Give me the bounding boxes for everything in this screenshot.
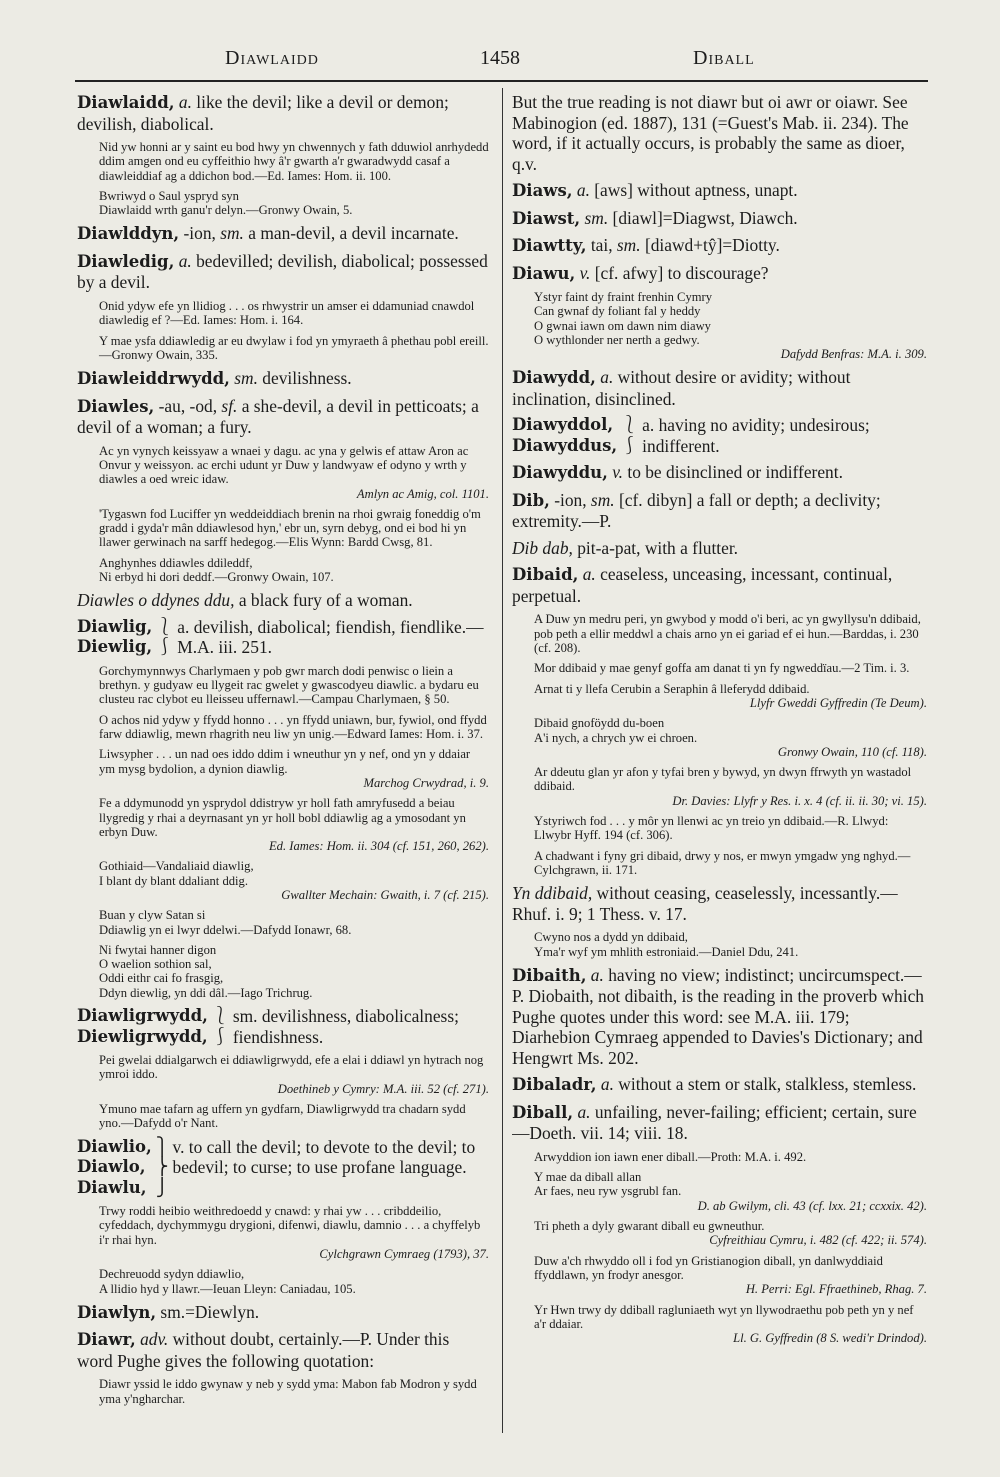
definition: ceaseless, unceasing, incessant, continual, perpetual. bbox=[512, 564, 893, 606]
header-right-guideword: Diball bbox=[693, 47, 755, 69]
headword: Diawyddu, bbox=[512, 463, 608, 483]
verse-line: O gwnai iawn om dawn nim diawy bbox=[534, 318, 711, 333]
quotation-text: Trwy roddi heibio weithredoedd y cnawd: y rhai yw . . . cribddeilio, cyfeddach, dychymmygu drygioni, difenwi, diawlu, damnio . . . a chyffelyb i'r rhai hyn. bbox=[99, 1204, 481, 1247]
quotation bbox=[77, 796, 489, 853]
quotation-source: H. Perri: Egl. Ffraethineb, Rhag. 7. bbox=[745, 1282, 927, 1297]
entry-diawtty bbox=[512, 235, 927, 257]
headword: Dib, bbox=[512, 490, 550, 510]
definition: without doubt, certainly.—P. Under this word Pughe gives the following quotation: bbox=[77, 1329, 450, 1371]
verse-line: Ni fwytai hanner digon bbox=[99, 942, 217, 957]
definition: having no view; indistinct; uncircumspect.—P. Diobaith, not dibaith, is the reading in the proverb which Pughe quotes under this word: see M.A. iii. 179; Diarhebion Cymraeg appended to Davies's Dictionary; and Hengwrt Ms. 202. bbox=[512, 964, 924, 1068]
quotation-source: Ll. G. Gyffredin (8 S. wedi'r Drindod). bbox=[733, 1331, 927, 1346]
headword-group bbox=[512, 415, 617, 456]
verse-line: Can gwnaf dy foliant fal y heddy bbox=[534, 304, 701, 319]
definition: a. having no avidity; undesirous; indifferent. bbox=[642, 415, 870, 456]
quotation-source: Gwallter Mechain: Gwaith, i. 7 (cf. 215). bbox=[281, 888, 489, 902]
headword: Diball, bbox=[512, 1102, 574, 1122]
definition: like the devil; like a devil or demon; devilish, diabolical. bbox=[77, 92, 449, 134]
headword: Diewligrwydd, bbox=[77, 1026, 208, 1046]
entry-diawyddu bbox=[512, 462, 927, 484]
part-of-speech: a. bbox=[600, 367, 614, 388]
definition: sm. devilishness, diabolicalness; fiendishness. bbox=[232, 1006, 459, 1047]
headword: Diawleiddrwydd, bbox=[77, 369, 230, 389]
entry-diawleiddrwydd bbox=[77, 368, 489, 390]
plural-forms: -ion, bbox=[549, 489, 591, 510]
quotation-text: A chadwant i fyny gri dibaid, drwy y nos, er mwyn ymgadw yng nghyd.—Cylchgrawn, ii. 171. bbox=[534, 848, 911, 877]
headword: Diawtty, bbox=[512, 236, 587, 255]
quotation-text: Arnat ti y llefa Cerubin a Seraphin â lleferydd ddibaid. bbox=[534, 681, 810, 696]
verse-line: Ddyn diewlig, yn ddi dâl.—Iago Trichrug. bbox=[99, 985, 313, 1000]
part-of-speech: a. bbox=[600, 1074, 614, 1095]
definition: [diawd+tŷ]=Diotty. bbox=[640, 235, 780, 255]
brace-glyph: ⎱ ⎰ bbox=[156, 616, 174, 657]
phrase-headword: Diawles o ddynes ddu, bbox=[77, 590, 235, 611]
headword: Dibaladr, bbox=[512, 1075, 597, 1095]
part-of-speech: a. bbox=[576, 180, 590, 200]
entry-diball bbox=[512, 1102, 927, 1144]
entry-diaws bbox=[512, 180, 927, 202]
page-number: 1458 bbox=[480, 47, 520, 69]
headword: Diawydd, bbox=[512, 368, 596, 388]
part-of-speech: sf. bbox=[221, 395, 238, 416]
definition: a she-devil, a devil in petticoats; a devil of a woman; a fury. bbox=[77, 395, 479, 438]
phrase-diawles-o-ddynes-ddu bbox=[77, 590, 489, 611]
part-of-speech: adv. bbox=[140, 1329, 169, 1350]
quotation-text: Liwsypher . . . un nad oes iddo ddim i wneuthur yn y nef, ond yn y ddaiar ym mysg bydolion, a dynion diawlig. bbox=[99, 747, 471, 776]
phrase-yn-ddibaid bbox=[512, 883, 927, 924]
verse-line: O wythlonder ner nerth a gedwy. bbox=[534, 332, 700, 347]
definition: [aws] without aptness, unapt. bbox=[589, 180, 798, 200]
quotation-text: Arwyddion ion iawn ener diball.—Proth: M.A. i. 492. bbox=[534, 1149, 807, 1164]
headword: Dibaid, bbox=[512, 565, 579, 585]
quotation-text: Ar ddeutu glan yr afon y tyfai bren y bywyd, yn dwyn ffrwyth yn wastadol ddibaid. bbox=[534, 765, 912, 794]
quotation bbox=[512, 814, 927, 843]
quotation bbox=[512, 612, 927, 655]
quotation bbox=[512, 1254, 927, 1297]
quotation-text: Ymuno mae tafarn ag uffern yn gydfarn, Diawligrwydd tra chadarn sydd yno.—Dafydd o'r Nant. bbox=[99, 1101, 466, 1131]
quotation-text: Mor ddibaid y mae genyf goffa am danat ti yn fy ngweddïau.—2 Tim. i. 3. bbox=[534, 661, 910, 676]
entry-diawlig bbox=[77, 617, 489, 658]
quotation bbox=[77, 908, 489, 937]
headword: Dibaith, bbox=[512, 965, 587, 985]
quotation-text: A Duw yn medru peri, yn gwybod y modd o'i beri, ac yn gwyllysu'n ddibaid, pob peth a ellir meddwl a chais arno yn ei gariad ef ei hun.—Barddas, i. 230 (cf. 208). bbox=[534, 612, 921, 656]
definition: v. to call the devil; to devote to the devil; to bedevil; to curse; to use profane language. bbox=[172, 1136, 476, 1178]
verse-line: Ni erbyd hi dori deddf.—Gronwy Owain, 107. bbox=[99, 570, 334, 585]
quotation-text: Diawr yssid le iddo gwynaw y neb y sydd yma: Mabon fab Modron y sydd yma y'ngharchar. bbox=[99, 1377, 477, 1406]
headword: Diawlyn, bbox=[77, 1302, 157, 1322]
entry-diawligrwydd bbox=[77, 1006, 489, 1047]
verse-line: I blant dy blant ddaliant ddig. bbox=[99, 873, 248, 888]
quotation bbox=[77, 1267, 489, 1296]
verse-line: Cwyno nos a dydd yn ddibaid, bbox=[534, 930, 688, 945]
verse-line: Tri pheth a dyly gwarant diball eu gwneuthur. bbox=[534, 1219, 765, 1234]
entry-dibaladr bbox=[512, 1074, 927, 1096]
part-of-speech: v. bbox=[579, 262, 591, 283]
quotation-source: Dr. Davies: Llyfr y Res. i. x. 4 (cf. ii. ii. 30; vi. 15). bbox=[672, 793, 927, 808]
left-column bbox=[77, 92, 489, 1432]
definition: [diawl]=Diagwst, Diawch. bbox=[608, 207, 798, 228]
quotation-text: Ac yn vynych keissyaw a wnaei y dagu. ac yna y gelwis ef attaw Aron ac Onvur y weissyon. ac erchi udunt yr Duw y landwyaw ef odyno y wrth y diawles a oed wreic idaw. bbox=[99, 443, 469, 487]
entry-diawlyn bbox=[77, 1302, 489, 1324]
definition: sm.=Diewlyn. bbox=[156, 1301, 260, 1322]
quotation-source: Gronwy Owain, 110 (cf. 118). bbox=[777, 744, 927, 759]
definition: devilishness. bbox=[257, 368, 352, 389]
phrase-dib-dab bbox=[512, 538, 927, 559]
quotation-text: Fe a ddymunodd yn ysprydol ddistryw yr holl fath amryfusedd a beiau llygredig y rhai a deyrnasant yn yr holl bobl ddiawlig ag a ymosodant yn erbyn Duw. bbox=[99, 796, 466, 839]
quotation bbox=[512, 290, 927, 361]
quotation bbox=[77, 747, 489, 790]
entry-diawst bbox=[512, 208, 927, 230]
part-of-speech: sm. bbox=[590, 489, 615, 510]
headword: Diawu, bbox=[512, 263, 576, 283]
brace-glyph: ⎱ ⎰ bbox=[211, 1006, 229, 1046]
quotation bbox=[77, 1053, 489, 1096]
quotation bbox=[512, 765, 927, 808]
verse-line: Ystyr faint dy fraint frenhin Cymry bbox=[534, 290, 713, 304]
headword: Diawlu, bbox=[77, 1177, 147, 1197]
continuation-text bbox=[512, 92, 927, 174]
headword: Diawlig, bbox=[77, 616, 153, 636]
quotation-source: Dafydd Benfras: M.A. i. 309. bbox=[780, 347, 927, 362]
quotation-text: Gorchymynnwys Charlymaen y pob gwr march dodi penwisc o liein a brethyn. y gudyaw eu llygeit rac gwelet y gwascodyeu diawlic. a bydaru eu clusteu rac clybot eu lleisseu uffernawl.—Campau Charlymaen, § 50. bbox=[99, 663, 479, 707]
quotation bbox=[77, 664, 489, 707]
verse-line: O waelion sothion sal, bbox=[99, 957, 212, 972]
quotation bbox=[512, 1150, 927, 1164]
quotation-text: O achos nid ydyw y ffydd honno . . . yn ffydd uniawn, bur, fywiol, ond ffydd farw ddiawlig, mewn rhagrith neu liw yn unig.—Edward Iames: Hom. i. 37. bbox=[99, 712, 487, 742]
verse-line: Bwriwyd o Saul yspryd syn bbox=[99, 188, 239, 203]
definition: to be disinclined or indifferent. bbox=[623, 462, 843, 483]
quotation-text: Ystyriwch fod . . . y môr yn llenwi ac yn treio yn ddibaid.—R. Llwyd: Llwybr Hyff. 194 (cf. 306). bbox=[534, 814, 889, 843]
entry-diawyddol bbox=[512, 415, 927, 456]
verse-line: Diawlaidd wrth ganu'r delyn.—Gronwy Owain, 5. bbox=[99, 203, 353, 218]
part-of-speech: sm. bbox=[584, 207, 609, 228]
part-of-speech: a. bbox=[178, 250, 192, 271]
quotation bbox=[77, 334, 489, 363]
definition: a man-devil, a devil incarnate. bbox=[243, 223, 459, 244]
quotation bbox=[512, 930, 927, 959]
verse-line: Buan y clyw Satan si bbox=[99, 908, 206, 923]
part-of-speech: a. bbox=[178, 92, 192, 112]
verse-line: Anghynhes ddiawles ddileddf, bbox=[99, 555, 253, 570]
brace-glyph: ⎫ ⎬ ⎭ bbox=[155, 1136, 169, 1197]
entry-dibaid bbox=[512, 564, 927, 606]
part-of-speech: a. bbox=[577, 1101, 591, 1122]
right-column bbox=[512, 92, 927, 1432]
verse-line: Ddiawlig yn ei lwyr ddelwi.—Dafydd Ionawr, 68. bbox=[99, 922, 352, 937]
phrase-headword: Yn ddibaid, bbox=[512, 883, 593, 904]
definition: without a stem or stalk, stalkless, stemless. bbox=[613, 1074, 917, 1095]
quotation bbox=[77, 943, 489, 1000]
phrase-definition: without ceasing, ceaselessly, incessantly.—Rhuf. i. 9; 1 Thess. v. 17. bbox=[512, 883, 898, 924]
verse-line: Y mae da diball allan bbox=[534, 1170, 642, 1185]
definition: a. devilish, diabolical; fiendish, fiendlike.—M.A. iii. 251. bbox=[177, 616, 484, 658]
header-left-guideword: Diawlaidd bbox=[225, 47, 319, 69]
headword: Diawles, bbox=[77, 396, 155, 416]
verse-line: Ar faes, neu ryw ysgrubl fan. bbox=[534, 1184, 682, 1199]
part-of-speech: v. bbox=[612, 462, 624, 483]
headword: Diawledig, bbox=[77, 251, 175, 271]
verse-line: A'i nych, a chrych yw ei chroen. bbox=[534, 730, 698, 745]
entry-diawydd bbox=[512, 367, 927, 409]
verse-line: Oddi eithr cai fo frasgig, bbox=[99, 971, 224, 986]
headword: Diawlo, bbox=[77, 1157, 146, 1177]
entry-diawlio bbox=[77, 1137, 489, 1199]
entry-dib bbox=[512, 490, 927, 532]
verse-line: A llidio hyd y llawr.—Ieuan Lleyn: Caniadau, 105. bbox=[99, 1281, 356, 1296]
quotation-text: Y mae ysfa ddiawledig ar eu dwylaw i fod yn ymyraeth â phethau pobl ereill.—Gronwy Owain, 335. bbox=[99, 333, 489, 362]
quotation bbox=[512, 661, 927, 675]
entry-diawr bbox=[77, 1329, 489, 1371]
quotation-source: Doethineb y Cymry: M.A. iii. 52 (cf. 271). bbox=[277, 1081, 489, 1096]
quotation bbox=[77, 444, 489, 501]
plural-forms: -au, -od, bbox=[154, 395, 222, 416]
phrase-definition: pit-a-pat, with a flutter. bbox=[572, 537, 739, 558]
definition: without desire or avidity; without inclination, disinclined. bbox=[512, 367, 851, 409]
headword: Diawyddus, bbox=[512, 435, 618, 455]
verse-line: Yma'r wyf ym mhlith estroniaid.—Daniel Ddu, 241. bbox=[534, 944, 799, 959]
quotation-text: 'Tygaswn fod Luciffer yn weddeiddiach brenin na rhoi gwraig foneddig o'm gradd i gyda'r mân ddiawlesod hyn,' ebr un, syrn debyg, ond ei bod hi yn llawer gerwinach na sarff hedegog.—Elis Wynn: Bardd Cwsg, 81. bbox=[99, 506, 481, 550]
entry-diawu bbox=[512, 263, 927, 285]
header-rule bbox=[75, 80, 928, 82]
entry-dibaith bbox=[512, 965, 927, 1069]
quotation-text: Pei gwelai ddialgarwch ei ddiawligrwydd, efe a elai i ddiawl yn hytrach nog ymroi iddo. bbox=[99, 1053, 484, 1082]
headword: Diawr, bbox=[77, 1330, 136, 1350]
quotation bbox=[512, 1219, 927, 1248]
entry-diawlddyn bbox=[77, 223, 489, 245]
plural-forms: -ion, bbox=[179, 223, 221, 244]
part-of-speech: sm. bbox=[616, 235, 641, 255]
quotation bbox=[512, 716, 927, 759]
quotation-source: Marchog Crwydrad, i. 9. bbox=[363, 775, 489, 790]
definition: [cf. dibyn] a fall or depth; a declivity; extremity.—P. bbox=[512, 489, 881, 532]
definition: But the true reading is not diawr but oi awr or oiawr. See Mabinogion (ed. 1887), 131 (=Guest's Mab. ii. 234). The word, if it actually occurs, is probably the same as dioer, q.v. bbox=[512, 92, 909, 174]
quotation-text: Nid yw honni ar y saint eu bod hwy yn chwennych y fath dduwiol anrhydedd ddim amgen ond eu cyffeithio hwy â'r gwarth a'r gwaradwydd casaf a diawleiddiaf ag a ddichon bod.—Ed. Iames: Hom. ii. 100. bbox=[99, 140, 489, 183]
headword: Diawligrwydd, bbox=[77, 1006, 208, 1026]
quotation bbox=[77, 1102, 489, 1131]
quotation bbox=[77, 507, 489, 550]
headword: Diaws, bbox=[512, 181, 573, 200]
running-header bbox=[75, 47, 925, 73]
headword: Diawst, bbox=[512, 208, 581, 228]
headword: Diawlaidd, bbox=[77, 93, 175, 112]
quotation bbox=[512, 1170, 927, 1213]
quotation-source: D. ab Gwilym, cli. 43 (cf. lxx. 21; ccxxix. 42). bbox=[697, 1198, 927, 1213]
phrase-headword: Dib dab, bbox=[512, 537, 573, 558]
part-of-speech: a. bbox=[590, 964, 604, 985]
verse-line: Dechreuodd sydyn ddiawlio, bbox=[99, 1267, 245, 1282]
plural-forms: tai, bbox=[586, 235, 617, 255]
quotation-text: Duw a'ch rhwyddo oll i fod yn Gristianogion diball, yn danlwyddiaid ffyddlawn, yn frodyr anesgor. bbox=[534, 1253, 883, 1282]
verse-line: Dibaid gnoföydd du-boen bbox=[534, 716, 665, 731]
entry-diawles bbox=[77, 396, 489, 438]
part-of-speech: sm. bbox=[234, 368, 258, 389]
entry-diawlaidd bbox=[77, 92, 489, 134]
quotation bbox=[77, 556, 489, 585]
part-of-speech: a. bbox=[582, 564, 596, 585]
headword-group bbox=[77, 617, 152, 658]
definition: [cf. afwy] to discourage? bbox=[590, 262, 769, 283]
headword: Diawlio, bbox=[77, 1136, 152, 1156]
quotation bbox=[512, 1303, 927, 1346]
quotation-text: Onid ydyw efe yn llidiog . . . os rhwystrir un amser ei ddamuniad cnawdol diawledig ef ?—Ed. Iames: Hom. i. 164. bbox=[99, 298, 475, 328]
entry-diawledig bbox=[77, 251, 489, 293]
brace-glyph: ⎱ ⎰ bbox=[621, 415, 639, 455]
quotation-source: Cylchgrawn Cymraeg (1793), 37. bbox=[319, 1246, 489, 1261]
headword: Diawyddol, bbox=[512, 415, 614, 435]
quotation-source: Cyfreithiau Cymru, i. 482 (cf. 422; ii. 574). bbox=[709, 1233, 927, 1248]
verse-line: Gothiaid—Vandaliaid diawlig, bbox=[99, 859, 254, 874]
quotation bbox=[77, 299, 489, 328]
quotation-text: Yr Hwn trwy dy ddiball ragluniaeth wyt yn llywodraethu pob peth yn y nef a'r ddaiar. bbox=[534, 1302, 914, 1331]
definition: unfailing, never-failing; efficient; certain, sure—Doeth. vii. 14; viii. 18. bbox=[512, 1101, 917, 1144]
quotation bbox=[512, 849, 927, 878]
column-divider bbox=[502, 88, 503, 1433]
part-of-speech: sm. bbox=[220, 223, 244, 244]
quotation bbox=[512, 682, 927, 711]
phrase-definition: a black fury of a woman. bbox=[234, 590, 413, 611]
headword: Diewlig, bbox=[77, 637, 153, 657]
quotation bbox=[77, 140, 489, 183]
quotation-source: Ed. Iames: Hom. ii. 304 (cf. 151, 260, 262). bbox=[268, 839, 489, 854]
quotation-source: Llyfr Gweddi Gyffredin (Te Deum). bbox=[749, 695, 927, 710]
definition: bedevilled; devilish, diabolical; possessed by a devil. bbox=[77, 250, 488, 293]
quotation bbox=[77, 1377, 489, 1406]
headword-group bbox=[77, 1137, 152, 1199]
quotation bbox=[77, 189, 489, 218]
quotation bbox=[77, 859, 489, 902]
headword-group bbox=[77, 1006, 208, 1047]
quotation bbox=[77, 713, 489, 742]
headword: Diawlddyn, bbox=[77, 224, 180, 244]
quotation bbox=[77, 1204, 489, 1261]
quotation-source: Amlyn ac Amig, col. 1101. bbox=[356, 486, 489, 501]
